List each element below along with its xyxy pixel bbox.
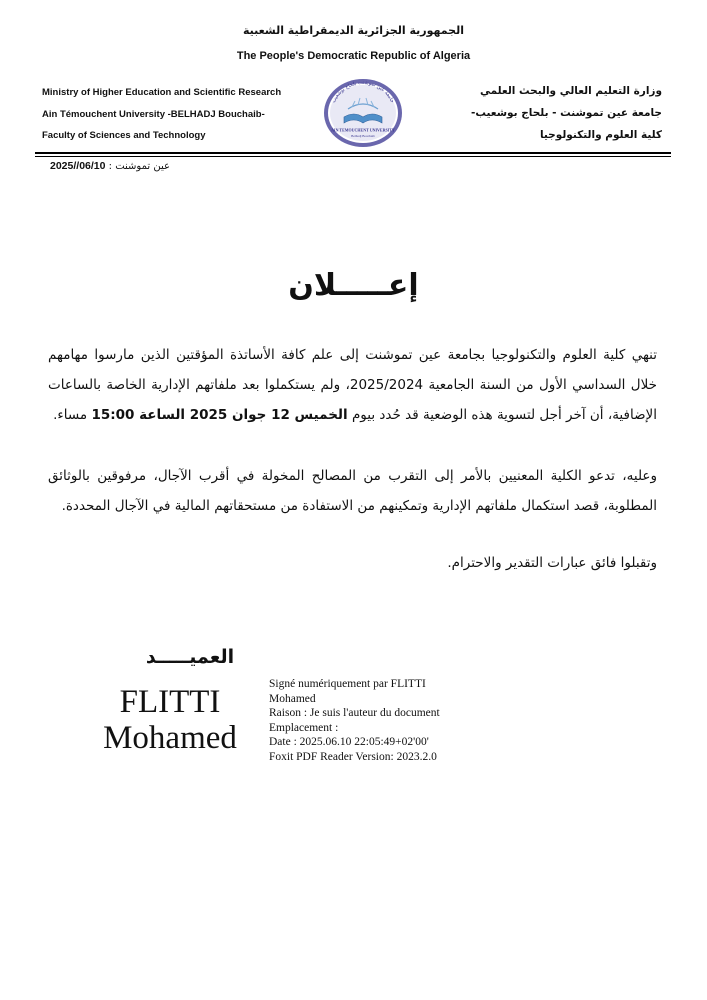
signature-detail-line: Raison : Je suis l'auteur du document [269,707,440,719]
ministry-line-en: Ministry of Higher Education and Scientific Research [42,87,282,98]
university-line-ar: جامعة عين تموشنت - بلحاج بوشعيب- [471,107,662,119]
signature-detail-line: Date : 2025.06.10 22:05:49+02'00' [269,736,429,748]
institution-block-arabic [442,80,662,146]
signature-detail-line: Mohamed [269,692,316,705]
signatory-surname: FLITTI [119,684,221,720]
date-place: عين تموشنت : [108,161,170,172]
faculty-line-en: Faculty of Sciences and Technology [42,130,206,141]
dean-title: العميـــــد [145,646,235,668]
header-divider-thick [35,152,671,154]
signatory-firstname: Mohamed [103,720,237,756]
ministry-line-ar: وزارة التعليم العالي والبحث العلمي [479,85,662,97]
seal-arabic-text: جامعة عين تموشنت بلحاج بوشعيب [330,79,396,104]
university-line-en: Ain Témouchent University -BELHADJ Bouchaib- [42,108,265,120]
header-divider-thin [35,156,671,157]
seal-english-text: AIN TEMOUCHENT UNIVERSITY [331,127,395,133]
deadline-date-time: الخميس 12 جوان 2025 الساعة 15:00 [91,407,348,423]
signature-detail-line: Foxit PDF Reader Version: 2023.2.0 [269,750,437,763]
institution-block-english [42,82,281,147]
country-name-arabic: الجمهورية الجزائرية الديمقراطية الشعبية [243,24,464,37]
seal-english-subtext: Belhadj Bouchaib [351,134,375,138]
announcement-title: إعـــــلان [288,268,419,303]
faculty-line-ar: كلية العلوم والتكنولوجيا [539,129,662,141]
digital-signature-details [269,677,509,764]
paragraph-instructions: وعليه، تدعو الكلية المعنيين بالأمر إلى التقرب من المصالح المخولة في أقرب الآجال، مرفوقين بالوثائق المطلوبة، قصد استكمال ملفاتهم الإدارية وتمكينهم من الاستفادة من مستحقاتهم المالية في الآجال المحددة. [48,468,657,514]
country-name-english: The People's Democratic Republic of Algeria [236,50,471,62]
signature-detail-line: Signé numériquement par FLITTI [269,678,426,690]
paragraph-closing: وتقبلوا فائق عبارات التقدير والاحترام. [447,555,657,571]
signatory-name [85,684,255,756]
date-line [50,160,170,172]
signature-detail-line: Emplacement : [269,721,339,734]
paragraph-deadline [48,340,657,430]
paragraph-deadline-text: تنهي كلية العلوم والتكنولوجيا بجامعة عين تموشنت إلى علم كافة الأساتذة المؤقتين الذين مارسوا مهامهم خلال السداسي الأول من السنة الجامعية 2025/2024، ولم يستكملوا بعد ملفاتهم الإدارية الخاصة بالساعات الإضافية، أن آخر أجل لتسوية هذه الوضعية قد حُدد بيوم [48,347,657,423]
document-date: 2025//06/10 [50,160,106,172]
deadline-suffix: مساء. [53,407,88,423]
university-logo-seal [322,77,404,149]
